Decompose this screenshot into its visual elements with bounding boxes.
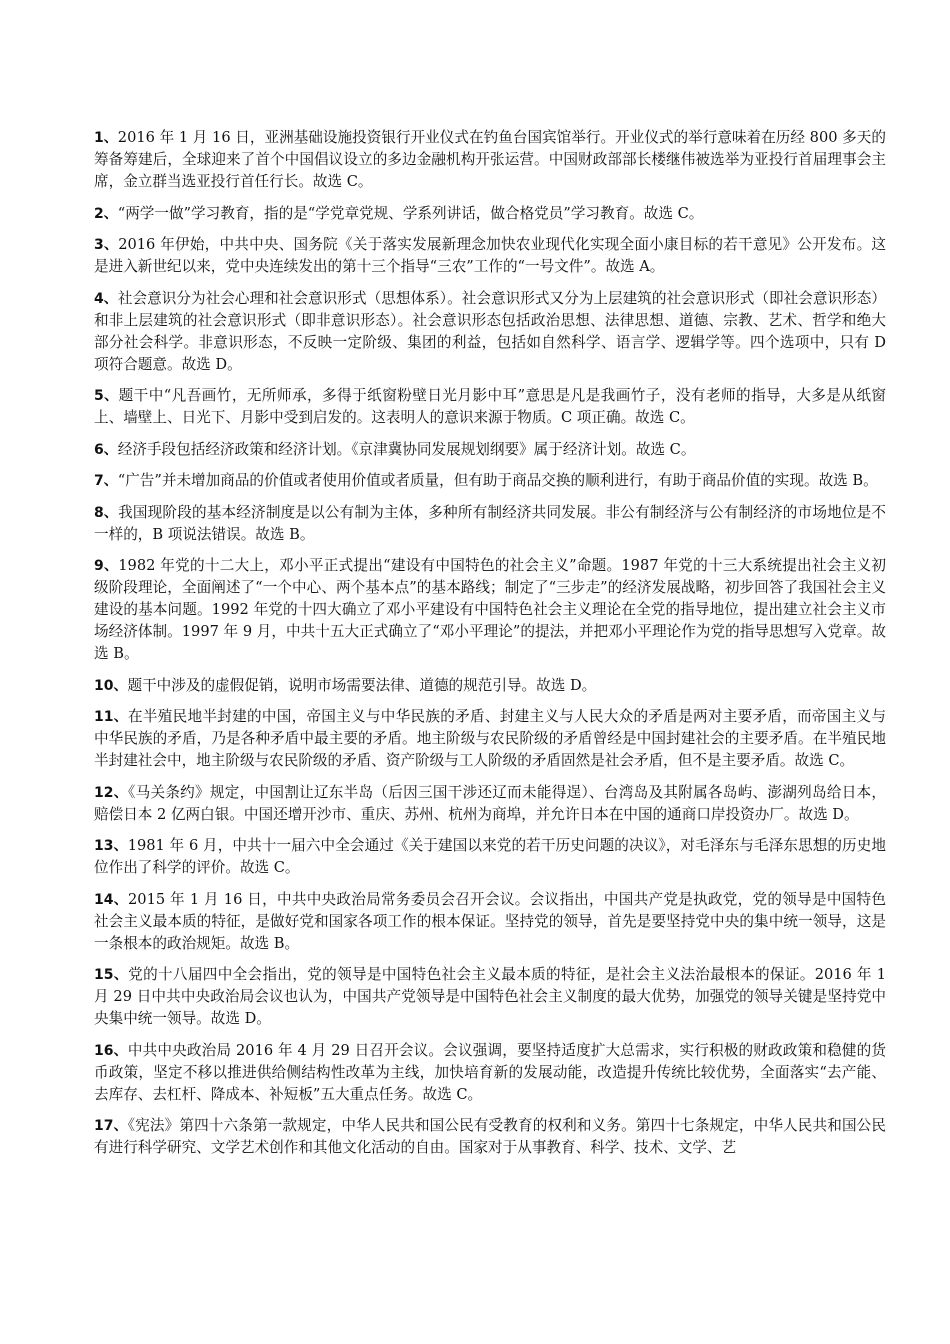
answer-number: 8、 (94, 504, 119, 521)
answer-item-7 (94, 470, 886, 492)
answer-item-10 (94, 675, 886, 697)
answer-item-4 (94, 288, 886, 376)
answer-number: 14、 (94, 891, 129, 908)
answer-text: “两学一做”学习教育，指的是“学党章党规、学系列讲话，做合格党员”学习教育。故选 C。 (117, 204, 704, 222)
answer-item-14 (94, 889, 886, 955)
answer-text: 经济手段包括经济政策和经济计划。《京津冀协同发展规划纲要》属于经济计划。故选 C。 (117, 440, 696, 458)
answer-item-9 (94, 555, 886, 665)
answer-number: 15、 (94, 967, 129, 983)
answer-text: 中共中央政治局 2016 年 4 月 29 日召开会议。会议强调，要坚持适度扩大总需求，实行积极的财政政策和稳健的货币政策，坚定不移以推进供给侧结构性改革为主线，加快培育新的发展动能，改造提升传统比较优势，全面落实“去产能、去库存、去杠杆、降成本、补短板”五大重点任务。故选 C。 (94, 1041, 886, 1103)
answer-number: 9、 (94, 558, 119, 574)
answer-item-15 (94, 964, 886, 1030)
answer-text: 在半殖民地半封建的中国，帝国主义与中华民族的矛盾、封建主义与人民大众的矛盾是两对主要矛盾，而帝国主义与中华民族的矛盾，乃是各种矛盾中最主要的矛盾。地主阶级与农民阶级的矛盾曾经是中国封建社会的主要矛盾。在半殖民地半封建社会中，地主阶级与农民阶级的矛盾、资产阶级与工人阶级的矛盾固然是社会矛盾，但不是主要矛盾。故选 C。 (94, 708, 886, 769)
answer-item-17 (94, 1115, 886, 1159)
answer-number: 5、 (94, 388, 119, 404)
answer-text: 《宪法》第四十六条第一款规定，中华人民共和国公民有受教育的权利和义务。第四十七条规定，中华人民共和国公民有进行科学研究、文学艺术创作和其他文化活动的自由。国家对于从事教育、科学、技术、文学、艺 (94, 1117, 886, 1156)
answer-number: 1、 (94, 130, 118, 146)
answer-number: 10、 (94, 677, 128, 694)
answer-text: 《马关条约》规定，中国割让辽东半岛（后因三国干涉还辽而未能得逞）、台湾岛及其附属各岛屿、澎湖列岛给日本，赔偿日本 2 亿两白银。中国还增开沙市、重庆、苏州、杭州为商埠，并允许日本在中国的通商口岸投资办厂。故选 D。 (94, 783, 887, 823)
answer-number: 13、 (94, 838, 128, 854)
answer-number: 7、 (94, 473, 118, 489)
answer-explanations (94, 127, 886, 1169)
answer-number: 2、 (94, 205, 118, 222)
answer-item-3 (94, 234, 886, 278)
answer-text: 2016 年 1 月 16 日，亚洲基础设施投资银行开业仪式在钓鱼台国宾馆举行。开业仪式的举行意味着在历经 800 多天的筹备筹建后，全球迎来了首个中国倡议设立的多边金融机构开张运营。中国财政部部长楼继伟被选举为亚投行首届理事会主席，金立群当选亚投行首任行长。故选 C。 (94, 129, 886, 190)
answer-number: 4、 (94, 290, 118, 307)
answer-text: 2016 年伊始，中共中央、国务院《关于落实发展新理念加快农业现代化实现全面小康目标的若干意见》公开发布。这是进入新世纪以来，党中央连续发出的第十三个指导“三农”工作的“一号文件”。故选 A。 (94, 236, 886, 275)
answer-item-1 (94, 127, 886, 193)
answer-number: 17、 (94, 1118, 128, 1134)
answer-text: 题干中涉及的虚假促销，说明市场需要法律、道德的规范引导。故选 D。 (127, 676, 597, 694)
answer-item-8 (94, 502, 886, 546)
answer-text: 1982 年党的十二大上，邓小平正式提出“建设有中国特色的社会主义”命题。1987 年党的十三大系统提出社会主义初级阶段理论，全面阐述了“一个中心、两个基本点”的基本路线；制定了“三步走”的经济发展战略，初步回答了我国社会主义建设的基本问题。1992 年党的十四大确立了邓小平建设有中国特色社会主义理论在全党的指导地位，提出建立社会主义市场经济体制。1997 年 9 月，中共十五大正式确立了“邓小平理论”的提法，并把邓小平理论作为党的指导思想写入党章。故选 B。 (94, 557, 886, 662)
answer-number: 16、 (94, 1042, 128, 1059)
answer-text: 题干中“凡吾画竹，无所师承，多得于纸窗粉壁日光月影中耳”意思是凡是我画竹子，没有老师的指导，大多是从纸窗上、墙壁上、日光下、月影中受到启发的。这表明人的意识来源于物质。C 项正确。故选 C。 (94, 387, 886, 426)
answer-text: 社会意识分为社会心理和社会意识形式（思想体系）。社会意识形式又分为上层建筑的社会意识形式（即社会意识形态）和非上层建筑的社会意识形式（即非意识形态）。社会意识形态包括政治思想、法律思想、道德、宗教、艺术、哲学和绝大部分社会科学。非意识形态，不反映一定阶级、集团的利益，包括如自然科学、语言学、逻辑学等。四个选项中，只有 D 项符合题意。故选 D。 (94, 289, 886, 373)
answer-text: 我国现阶段的基本经济制度是以公有制为主体，多种所有制经济共同发展。非公有制经济与公有制经济的市场地位是不一样的，B 项说法错误。故选 B。 (94, 503, 886, 543)
answer-text: 党的十八届四中全会指出，党的领导是中国特色社会主义最本质的特征，是社会主义法治最根本的保证。2016 年 1 月 29 日中共中央政治局会议也认为，中国共产党领导是中国特色社会主义制度的最大优势，加强党的领导关键是坚持党中央集中统一领导。故选 D。 (94, 966, 886, 1027)
answer-item-11 (94, 706, 886, 772)
answer-item-5 (94, 385, 886, 429)
answer-item-2 (94, 203, 886, 225)
answer-number: 3、 (94, 237, 119, 253)
answer-text: 1981 年 6 月，中共十一届六中全会通过《关于建国以来党的若干历史问题的决议》，对毛泽东与毛泽东思想的历史地位作出了科学的评价。故选 C。 (94, 837, 887, 876)
answer-text: 2015 年 1 月 16 日，中共中央政治局常务委员会召开会议。会议指出，中国共产党是执政党，党的领导是中国特色社会主义最本质的特征，是做好党和国家各项工作的根本保证。坚持党的领导，首先是要坚持党中央的集中统一领导，这是一条根本的政治规矩。故选 B。 (94, 890, 886, 952)
answer-text: “广告”并未增加商品的价值或者使用价值或者质量，但有助于商品交换的顺利进行，有助于商品价值的实现。故选 B。 (117, 472, 878, 489)
answer-item-16 (94, 1040, 886, 1106)
answer-number: 11、 (94, 709, 129, 725)
answer-number: 12、 (94, 784, 129, 801)
answer-item-13 (94, 835, 886, 879)
answer-item-6 (94, 439, 886, 461)
answer-number: 6、 (94, 441, 118, 458)
answer-item-12 (94, 782, 886, 826)
